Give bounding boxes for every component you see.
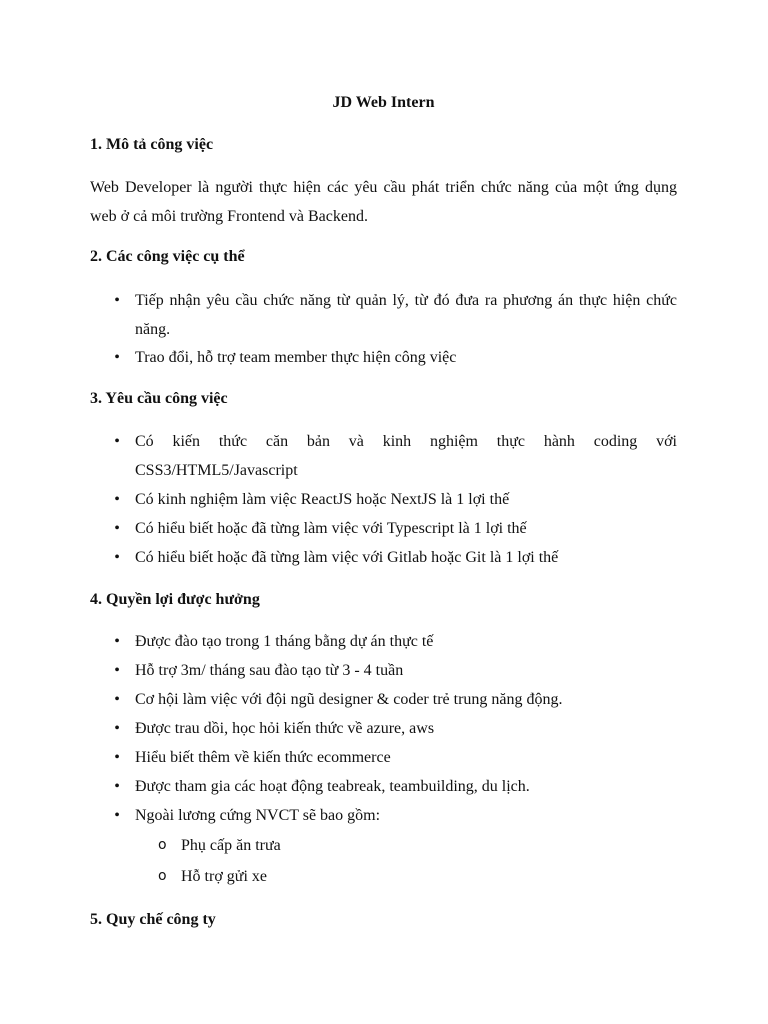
section-heading-job-description: 1. Mô tả công việc [90,136,214,153]
list-item-text: Được tham gia các hoạt động teabreak, teambuilding, du lịch. [135,778,530,795]
list-item-text: Trao đổi, hỗ trợ team member thực hiện công việc [135,349,457,366]
section-heading-company-rules: 5. Quy chế công ty [90,911,216,928]
bullet-icon: • [114,520,120,537]
list-item-text: Cơ hội làm việc với đội ngũ designer & coder trẻ trung năng động. [135,691,563,708]
document-title: JD Web Intern [332,94,435,111]
bullet-icon: • [114,720,120,737]
bullet-icon: • [114,807,120,824]
section-heading-specific-tasks: 2. Các công việc cụ thể [90,248,245,265]
bullet-icon: • [114,433,120,450]
bullet-icon: • [114,691,120,708]
bullet-icon: • [114,292,120,309]
bullet-icon: • [114,633,120,650]
list-item-text: Ngoài lương cứng NVCT sẽ bao gồm: [135,807,381,824]
list-item-text: Có hiểu biết hoặc đã từng làm việc với Gitlab hoặc Git là 1 lợi thế [135,549,559,566]
bullet-icon: • [114,491,120,508]
paragraph-line: web ở cả môi trường Frontend và Backend. [90,208,368,225]
bullet-icon: • [114,662,120,679]
section-heading-requirements: 3. Yêu cầu công việc [90,390,228,407]
bullet-icon: • [114,349,120,366]
circle-bullet-icon: o [158,868,167,884]
paragraph-line: Web Developer là người thực hiện các yêu cầu phát triển chức năng của một ứng dụng [90,179,677,196]
section-heading-benefits: 4. Quyền lợi được hưởng [90,591,260,608]
list-item-text: Được đào tạo trong 1 tháng bằng dự án thực tế [135,633,434,650]
sub-list-item-text: Hỗ trợ gửi xe [181,868,268,885]
list-item-text: Hiểu biết thêm về kiến thức ecommerce [135,749,391,766]
bullet-icon: • [114,549,120,566]
list-item-text: Có kiến thức căn bản và kinh nghiệm thực hành coding với [135,433,677,450]
list-item-text: năng. [135,321,171,338]
bullet-icon: • [114,749,120,766]
bullet-icon: • [114,778,120,795]
list-item-text: Hỗ trợ 3m/ tháng sau đào tạo từ 3 - 4 tuần [135,662,404,679]
circle-bullet-icon: o [158,837,167,853]
job-description-paragraph [90,173,677,231]
sub-list-item-text: Phụ cấp ăn trưa [181,837,281,854]
list-item-text: Có kinh nghiệm làm việc ReactJS hoặc NextJS là 1 lợi thế [135,491,510,508]
list-item-text: Được trau dồi, học hỏi kiến thức về azure, aws [135,720,435,737]
list-item-text: CSS3/HTML5/Javascript [135,462,298,479]
list-item-text: Tiếp nhận yêu cầu chức năng từ quản lý, từ đó đưa ra phương án thực hiện chức [135,292,677,309]
list-item-text: Có hiểu biết hoặc đã từng làm việc với Typescript là 1 lợi thế [135,520,527,537]
